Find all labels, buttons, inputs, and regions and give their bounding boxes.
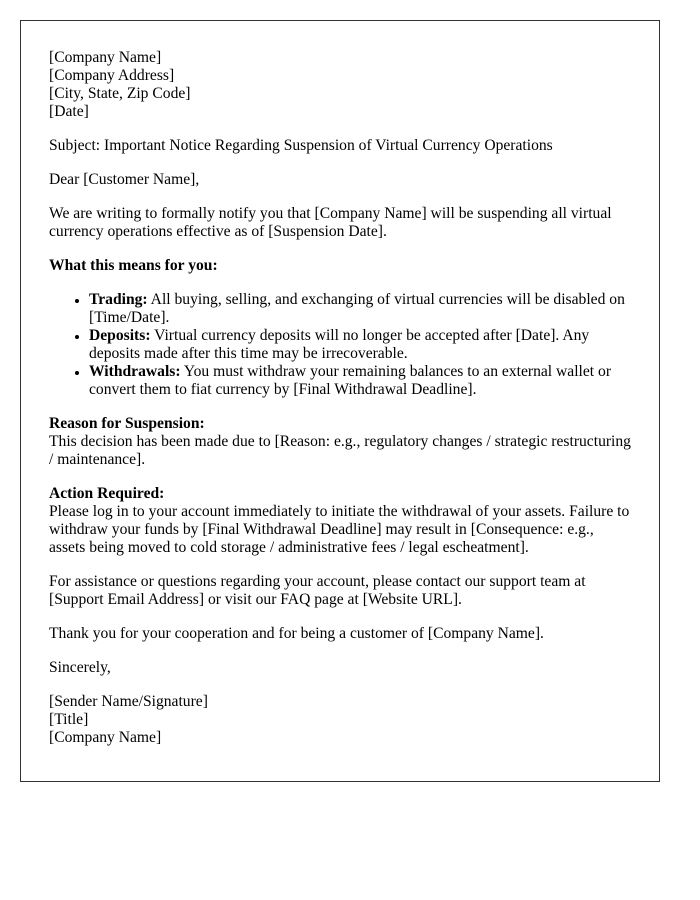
- sender-name: [Sender Name/Signature]: [49, 693, 208, 710]
- reason-section: [49, 415, 631, 469]
- action-text: Please log in to your account immediately to initiate the withdrawal of your assets. Failure to withdraw your funds by [Final Withdrawal Deadline] may result in [Consequence: e.g., assets being moved to cold storage / administrative fees / legal escheatment].: [49, 503, 630, 556]
- letter-container: [20, 20, 660, 782]
- subject-line: Subject: Important Notice Regarding Suspension of Virtual Currency Operations: [49, 137, 553, 154]
- impact-item-label: Withdrawals:: [89, 363, 181, 380]
- impact-item-text: Virtual currency deposits will no longer be accepted after [Date]. Any deposits made after this time may be irrecoverable.: [89, 327, 590, 362]
- sender-address-block: [49, 49, 631, 121]
- impact-item-withdrawals: [89, 363, 631, 399]
- action-heading: Action Required:: [49, 485, 165, 502]
- impact-item-text: You must withdraw your remaining balances to an external wallet or convert them to fiat currency by [Final Withdrawal Deadline].: [89, 363, 612, 398]
- closing: Sincerely,: [49, 659, 111, 676]
- reason-text: This decision has been made due to [Reason: e.g., regulatory changes / strategic restructuring / maintenance].: [49, 433, 631, 468]
- letter-date: [Date]: [49, 103, 89, 120]
- action-section: [49, 485, 631, 557]
- company-name: [Company Name]: [49, 49, 162, 66]
- salutation: Dear [Customer Name],: [49, 171, 200, 188]
- thanks-paragraph: Thank you for your cooperation and for being a customer of [Company Name].: [49, 625, 544, 642]
- assistance-paragraph: For assistance or questions regarding your account, please contact our support team at [Support Email Address] or visit our FAQ page at [Website URL].: [49, 573, 586, 608]
- impact-list: [49, 291, 631, 399]
- signature-block: [49, 693, 631, 747]
- impact-item-trading: [89, 291, 631, 327]
- reason-heading: Reason for Suspension:: [49, 415, 205, 432]
- impact-section: [49, 257, 631, 275]
- city-state-zip: [City, State, Zip Code]: [49, 85, 191, 102]
- impact-heading: What this means for you:: [49, 257, 218, 274]
- company-address: [Company Address]: [49, 67, 175, 84]
- impact-item-deposits: [89, 327, 631, 363]
- sender-title: [Title]: [49, 711, 89, 728]
- intro-paragraph: We are writing to formally notify you that [Company Name] will be suspending all virtual currency operations effective as of [Suspension Date].: [49, 205, 612, 240]
- impact-item-label: Trading:: [89, 291, 148, 308]
- impact-item-text: All buying, selling, and exchanging of virtual currencies will be disabled on [Time/Date].: [89, 291, 625, 326]
- impact-item-label: Deposits:: [89, 327, 151, 344]
- sender-company: [Company Name]: [49, 729, 162, 746]
